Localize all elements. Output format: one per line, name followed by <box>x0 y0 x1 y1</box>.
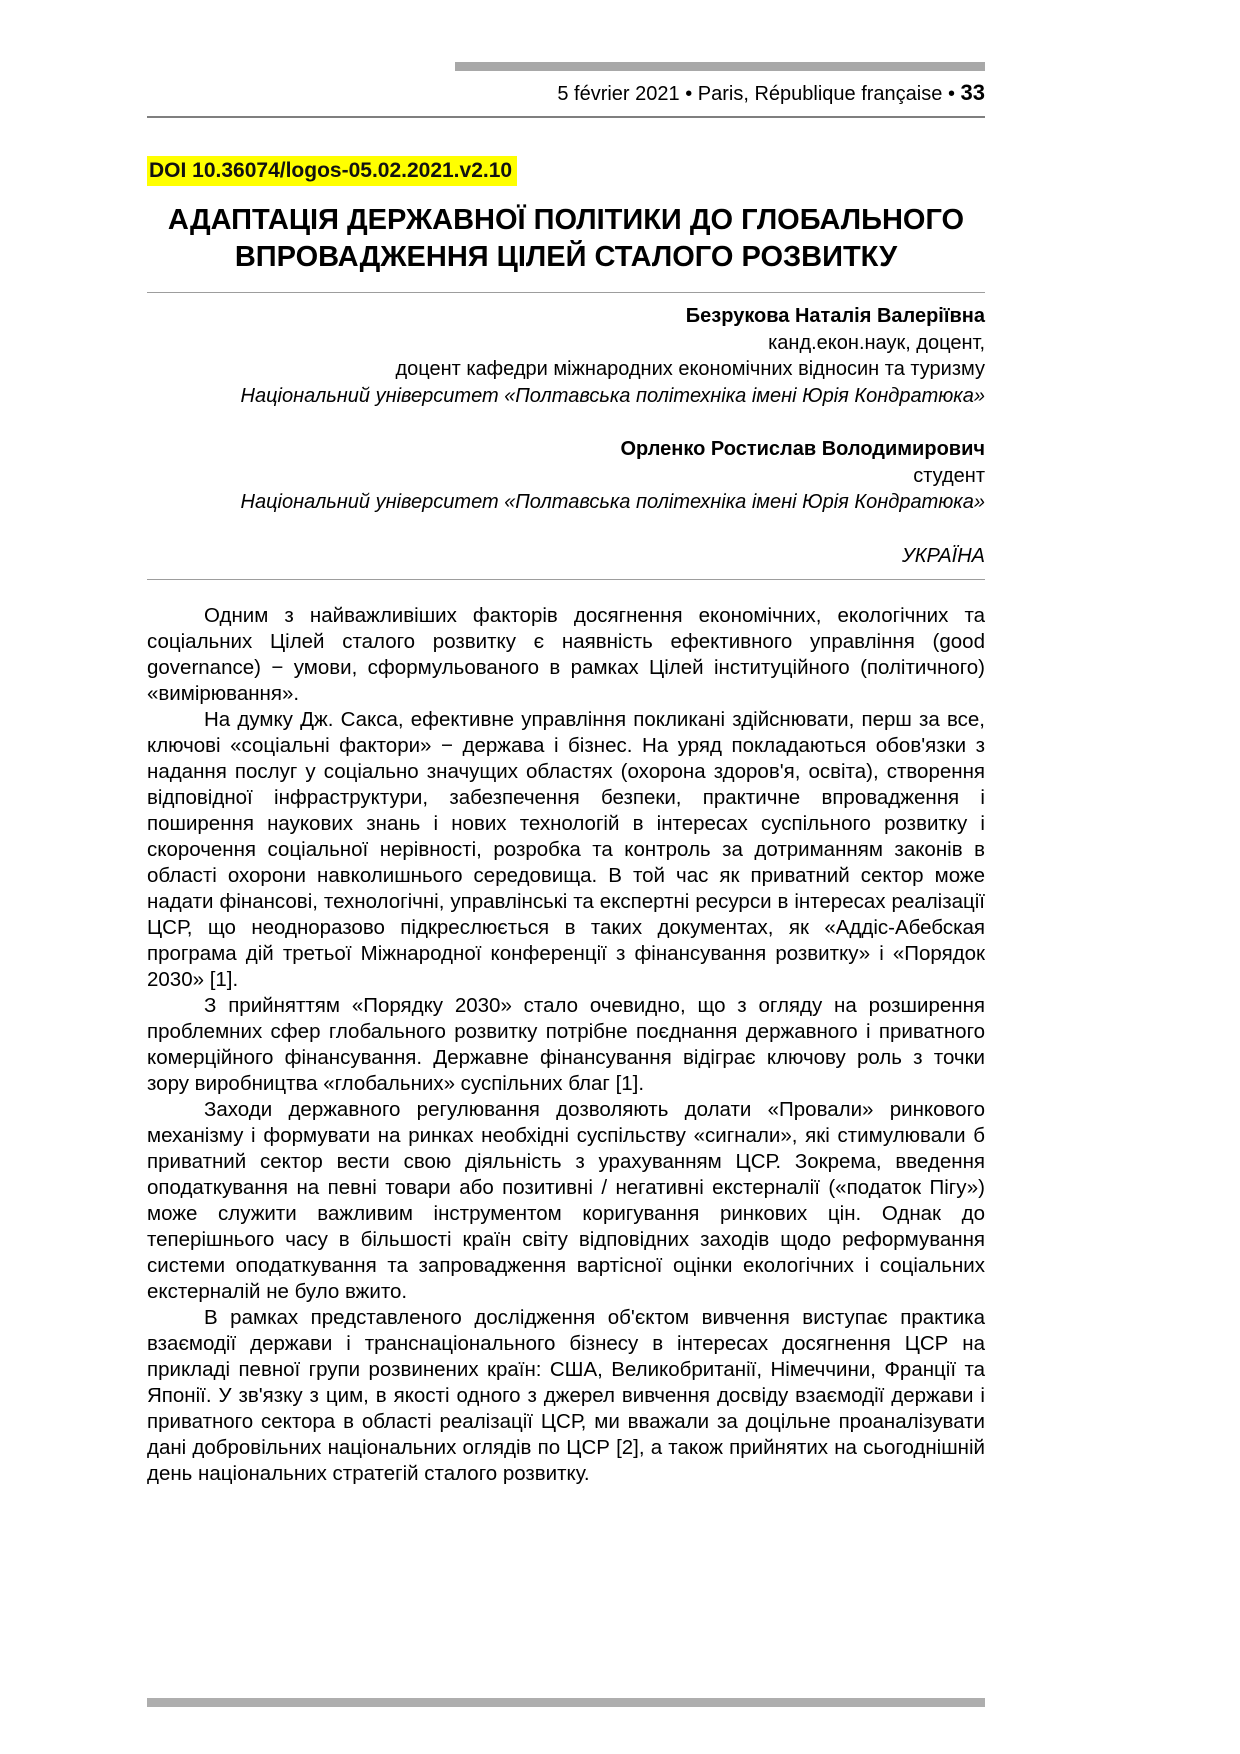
footer-decorative-bar <box>147 1698 985 1707</box>
article-title <box>147 202 985 276</box>
header-separator: • <box>947 83 955 105</box>
doi-row <box>147 126 985 186</box>
body-paragraph: В рамках представленого дослідження об'єктом вивчення виступає практика взаємодії держави і транснаціонального бізнесу в інтересах досягнення ЦСР на прикладі певної групи розвинених країн: США, Великобританії, Німеччини, Франції та Японії. У зв'язку з цим, в якості одного з джерел вивчення досвіду взаємодії держави і приватного сектора в області реалізації ЦСР, ми вважали за доцільне проаналізувати дані добровільних національних оглядів по ЦСР [2], а також прийнятих на сьогоднішній день національних стратегій сталого розвитку. <box>147 1306 985 1485</box>
title-rule <box>147 292 985 293</box>
author-name: Орленко Ростислав Володимирович <box>620 438 985 460</box>
author-1 <box>147 303 985 409</box>
body-paragraph: На думку Дж. Сакса, ефективне управління покликані здійснювати, перш за все, ключові «соціальні фактори» − держава і бізнес. На уряд покладаються обов'язки з надання послуг у соціально значущих областях (охорона здоров'я, освіта), створення відповідної інфраструктури, забезпечення безпеки, практичне впровадження і поширення наукових знань і нових технологій в інтересах суспільного розвитку і скорочення соціальної нерівності, розробка та контроль за дотриманням законів в області охорони навколишнього середовища. В той час як приватний сектор може надати фінансові, технологічні, управлінські та експертні ресурси в інтересах реалізації ЦСР, що неодноразово підкреслюється в таких документах, як «Аддіс-Абебская програма дій третьої Міжнародної конференції з фінансування розвитку» і «Порядок 2030» [1]. <box>147 708 985 991</box>
body-paragraph: Одним з найважливіших факторів досягнення економічних, екологічних та соціальних Цілей сталого розвитку є наявність ефективного управління (good governance) − умови, сформульованого в рамках Цілей інституційного (політичного) «вимірювання». <box>147 604 985 705</box>
page-number: 33 <box>960 80 985 105</box>
author-name: Безрукова Наталія Валеріївна <box>685 305 985 327</box>
author-role: канд.екон.наук, доцент, <box>768 331 985 354</box>
header-separator: • <box>685 83 693 105</box>
publication-date: 5 février 2021 <box>557 83 680 105</box>
author-affiliation: Національний університет «Полтавська політехніка імені Юрія Кондратюка» <box>240 384 985 407</box>
author-role: студент <box>913 464 985 487</box>
body-paragraph: З прийняттям «Порядку 2030» стало очевидно, що з огляду на розширення проблемних сфер глобального розвитку потрібне поєднання державного і приватного комерційного фінансування. Державне фінансування відіграє ключову роль з точки зору виробництва «глобальних» суспільних благ [1]. <box>147 994 985 1095</box>
article-body <box>147 603 985 1487</box>
article-title-line2: ВПРОВАДЖЕННЯ ЦІЛЕЙ СТАЛОГО РОЗВИТКУ <box>234 241 898 273</box>
doi-badge: DOI 10.36074/logos-05.02.2021.v2.10 <box>147 156 517 186</box>
author-2 <box>147 436 985 516</box>
publication-place: Paris, République française <box>697 83 943 105</box>
page-header <box>147 80 985 107</box>
body-paragraph: Заходи державного регулювання дозволяють долати «Провали» ринкового механізму і формувати на ринках необхідні суспільству «сигнали», які стимулювали б приватний сектор вести свою діяльність з урахуванням ЦСР. Зокрема, введення оподаткування на певні товари або позитивні / негативні екстерналії («податок Пігу») може служити важливим інструментом коригування ринкових цін. Однак до теперішнього часу в більшості країн світу відповідних заходів щодо реформування системи оподаткування та запровадження вартісної оцінки екологічних і соціальних екстерналій не було вжито. <box>147 1098 985 1303</box>
authors-block <box>147 303 985 569</box>
header-decorative-bar <box>455 62 985 71</box>
article-title-line1: АДАПТАЦІЯ ДЕРЖАВНОЇ ПОЛІТИКИ ДО ГЛОБАЛЬНОГО <box>167 204 965 236</box>
header-rule <box>147 116 985 118</box>
author-role: доцент кафедри міжнародних економічних відносин та туризму <box>395 358 985 380</box>
country-label: УКРАЇНА <box>901 544 985 567</box>
authors-rule <box>147 579 985 580</box>
author-affiliation: Національний університет «Полтавська політехніка імені Юрія Кондратюка» <box>240 491 985 513</box>
